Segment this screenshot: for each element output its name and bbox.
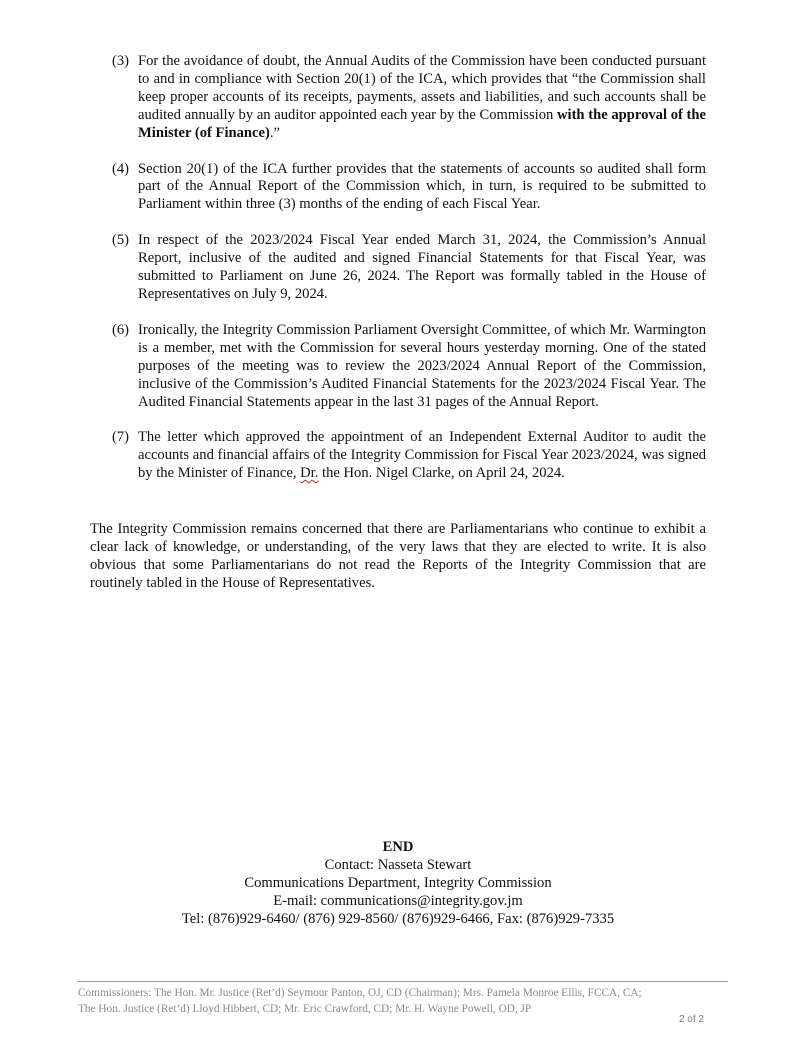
page-number: 2 of 2 (678, 1014, 704, 1025)
contact-department: Communications Department, Integrity Commission (244, 874, 552, 891)
footer-commissioners (78, 985, 728, 1017)
item-text-run: the Hon. Nigel Clarke, on April 24, 2024. (318, 465, 565, 482)
list-item-6 (112, 322, 706, 412)
commissioners-line-1: Commissioners: The Hon. Mr. Justice (Ret’d) Seymour Panton, OJ, CD (Chairman); Mrs. Pamela Monroe Ellis, FCCA, CA; (78, 987, 642, 999)
list-item-4 (112, 161, 706, 215)
list-item-7 (112, 429, 706, 483)
commissioners-line-2: The Hon. Justice (Ret’d) Lloyd Hibbert, CD; Mr. Eric Crawford, CD; Mr. H. Wayne Powell, OD, JP (78, 1003, 532, 1015)
list-item-text: In respect of the 2023/2024 Fiscal Year ended March 31, 2024, the Commission’s Annual Report, inclusive of the audited and signed Financial Statements for that Fiscal Year, was submitted to Parliament on June 26, 2024. The Report was formally tabled in the House of Representatives on July 9, 2024. (138, 232, 706, 302)
item-text-run: The letter which approved the appointment of an Independent External Auditor to audit the accounts and financial affairs of the Integrity Commission for Fiscal Year 2023/2024, was signed by the Minister of Finance, (138, 429, 706, 482)
footer-divider (78, 981, 728, 982)
list-item-number: (3) (112, 53, 130, 69)
contact-email: E-mail: communications@integrity.gov.jm (273, 892, 523, 909)
list-item-text (138, 53, 706, 143)
list-item-text (138, 429, 706, 483)
list-item-number: (5) (112, 232, 130, 249)
contact-block (90, 839, 706, 929)
end-marker: END (382, 839, 414, 855)
list-item-text: Section 20(1) of the ICA further provides that the statements of accounts so audited shall form part of the Annual Report of the Commission which, in turn, is required to be submitted to Parliament within three (3) months of the ending of each Fiscal Year. (138, 160, 706, 213)
item-bold-text: with the approval of the Minister (of Finance) (138, 106, 706, 141)
item-text-run: For the avoidance of doubt, the Annual Audits of the Commission have been conducted pursuant to and in compliance with Section 20(1) of the ICA, which provides that “the Commission shall keep proper accounts of its receipts, payments, assets and liabilities, and such accounts shall be audited annually by an auditor appointed each year by the Commission (138, 53, 706, 123)
list-item-number: (6) (112, 321, 130, 338)
list-item-number: (4) (112, 160, 130, 177)
list-item-3 (112, 53, 706, 143)
list-item-number: (7) (112, 429, 130, 446)
item-text-run: .” (269, 124, 280, 141)
closing-paragraph: The Integrity Commission remains concerned that there are Parliamentarians who continue to exhibit a clear lack of knowledge, or understanding, of the very laws that they are elected to write. It is also obvious that some Parliamentarians do not read the Reports of the Integrity Commission that are routinely tabled in the House of Representatives. (90, 521, 706, 591)
contact-phones: Tel: (876)929-6460/ (876) 929-8560/ (876)929-6466, Fax: (876)929-7335 (181, 910, 615, 927)
numbered-list (112, 53, 706, 501)
contact-name: Contact: Nasseta Stewart (324, 856, 472, 873)
list-item-5 (112, 232, 706, 304)
spellcheck-flagged-word: Dr. (300, 465, 319, 482)
list-item-text: Ironically, the Integrity Commission Parliament Oversight Committee, of which Mr. Warmington is a member, met with the Commission for several hours yesterday morning. One of the stated purposes of the meeting was to review the 2023/2024 Annual Report of the Commission, inclusive of the Commission’s Audited Financial Statements for the 2023/2024 Fiscal Year. The Audited Financial Statements appear in the last 31 pages of the Annual Report. (138, 321, 706, 410)
